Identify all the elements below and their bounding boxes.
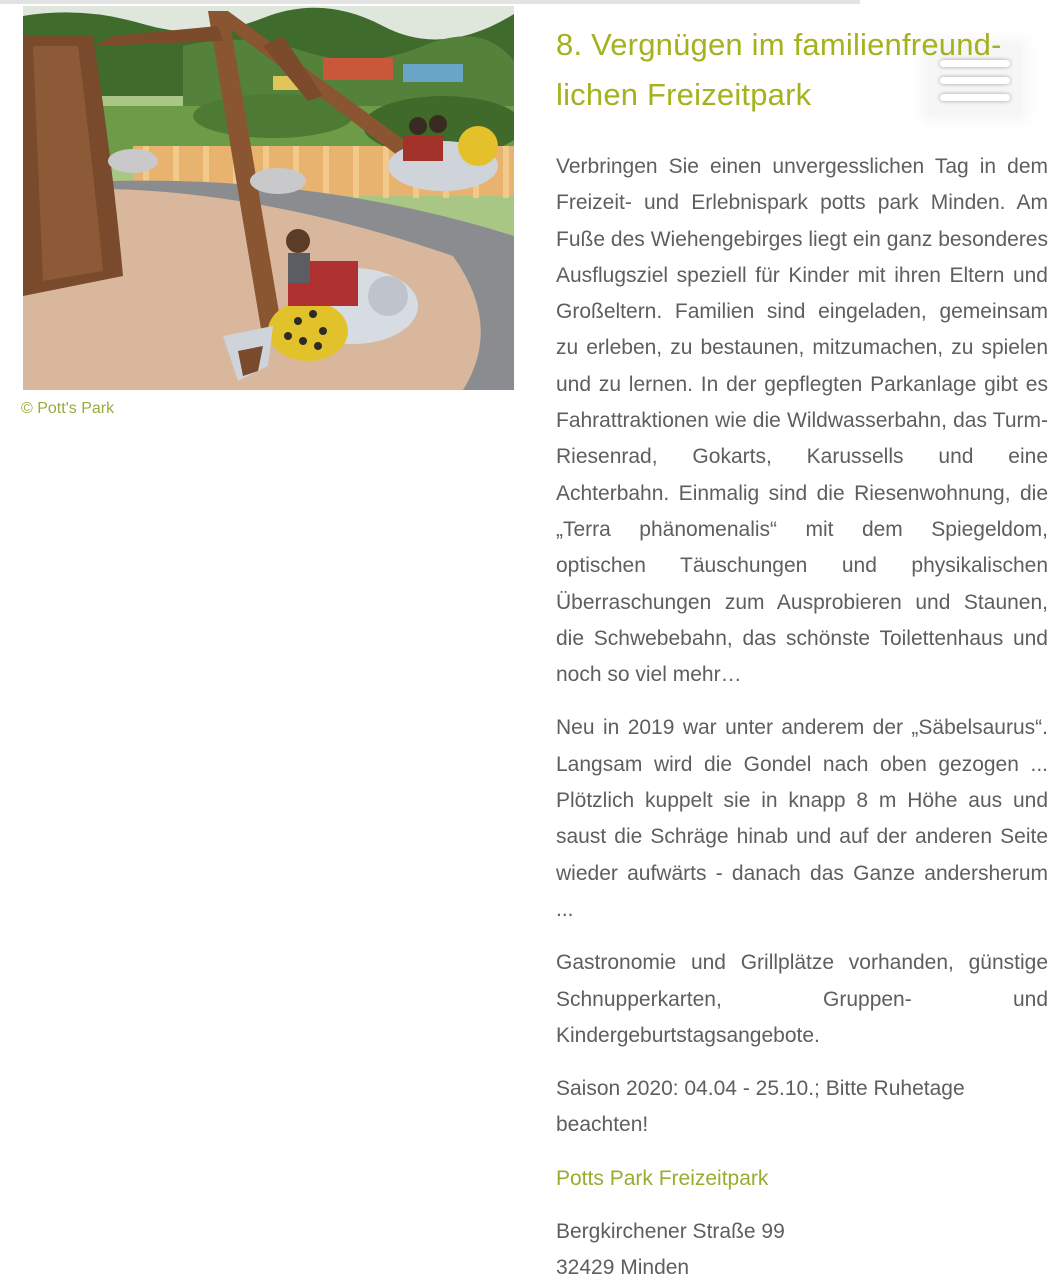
paragraph-season: Saison 2020: 04.04 - 25.10.; Bitte Ruhetage beachten!	[556, 1077, 965, 1137]
article-heading	[556, 20, 1048, 120]
park-name-link[interactable]: Potts Park Freizeitpark	[556, 1166, 769, 1190]
image-credit: © Pott's Park	[21, 400, 115, 417]
park-address	[556, 1214, 1048, 1280]
paragraph-new-attraction: Neu in 2019 war unter anderem der „Säbelsaurus“. Langsam wird die Gondel nach oben gezogen ... Plötzlich kuppelt sie in knapp 8 m Höhe aus und saust die Schräge hinab und auf der anderen Seite wieder aufwärts - danach das Ganze andersherum ...	[556, 716, 1048, 921]
article-heading-line1: 8. Vergnügen im familienfreund-	[556, 27, 1002, 62]
top-divider	[0, 0, 860, 4]
paragraph-offers: Gastronomie und Grillplätze vorhanden, günstige Schnupperkarten, Gruppen- und Kindergeburtstagsangebote.	[556, 951, 1048, 1047]
address-city: 32429 Minden	[556, 1255, 690, 1279]
address-street: Bergkirchener Straße 99	[556, 1219, 785, 1243]
article-content	[556, 20, 1048, 1280]
amusement-ride-photo	[23, 6, 514, 390]
article-heading-line2: lichen Freizeitpark	[556, 77, 812, 112]
article-body	[556, 149, 1048, 1144]
paragraph-description: Verbringen Sie einen unvergesslichen Tag in dem Freizeit- und Erlebnispark potts park Minden. Am Fuße des Wiehengebirges liegt ein ganz besonderes Ausflugsziel speziell für Kinder mit ihren Eltern und Großeltern. Familien sind eingeladen, gemeinsam zu erleben, zu bestaunen, mitzumachen, zu spielen und zu lernen. In der gepflegten Parkanlage gibt es Fahrattraktionen wie die Wildwasserbahn, das Turm-Riesenrad, Gokarts, Karussells und eine Achterbahn. Einmalig sind die Riesenwohnung, die „Terra phänomenalis“ mit dem Spiegeldom, optischen Täuschungen und physikalischen Überraschungen zum Ausprobieren und Staunen, die Schwebebahn, das schönste Toilettenhaus und noch so viel mehr…	[556, 155, 1048, 687]
